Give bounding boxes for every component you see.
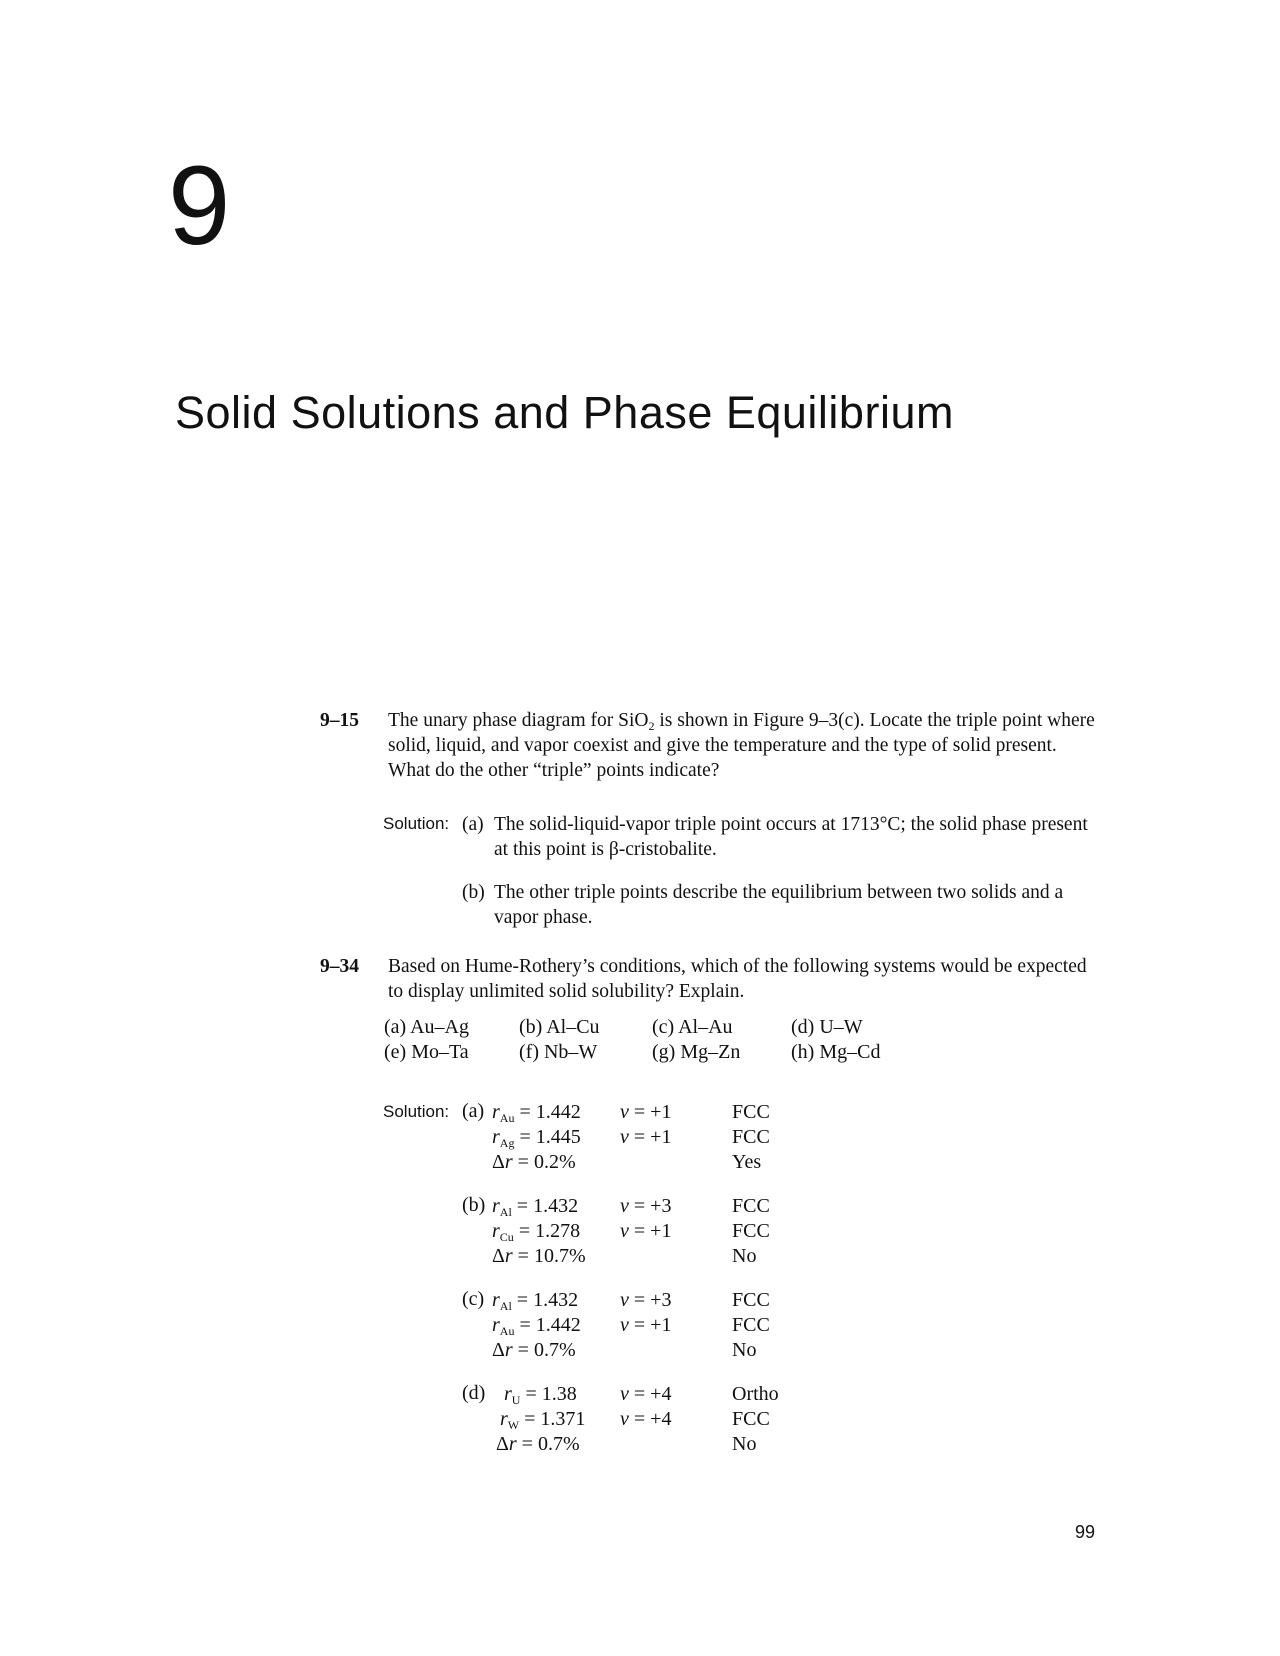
crystal-structure: Ortho — [732, 1383, 779, 1405]
valence-value: +3 — [650, 1289, 672, 1311]
option-item: (f) Nb–W — [519, 1041, 598, 1063]
valence-value: +4 — [650, 1408, 672, 1430]
radius-value: 1.371 — [540, 1408, 586, 1430]
crystal-structure: FCC — [732, 1408, 770, 1430]
problem-number: 9–15 — [320, 710, 359, 731]
valence-value: +4 — [650, 1383, 672, 1405]
option-item: (h) Mg–Cd — [791, 1041, 881, 1063]
chapter-title: Solid Solutions and Phase Equilibrium — [175, 387, 954, 438]
crystal-structure: FCC — [732, 1220, 770, 1242]
option-item: (d) U–W — [791, 1016, 863, 1038]
valence-value: +1 — [650, 1126, 672, 1148]
solution-item — [462, 880, 1094, 930]
valence-value: +1 — [650, 1220, 672, 1242]
element-symbol: Al — [499, 1205, 512, 1219]
chapter-number: 9 — [168, 143, 231, 268]
solution-label: Solution: — [383, 814, 450, 833]
element-symbol: Cu — [499, 1230, 514, 1244]
solution-text: The solid-liquid-vapor triple point occurs at 1713°C; the solid phase present at this point is β-cristobalite. — [494, 814, 1088, 860]
crystal-structure: FCC — [732, 1101, 770, 1123]
valence-value: +3 — [650, 1195, 672, 1217]
delta-value: 0.7% — [537, 1433, 580, 1455]
option-item: (e) Mo–Ta — [384, 1041, 469, 1063]
solubility-result: No — [732, 1245, 757, 1267]
element-symbol: W — [507, 1418, 520, 1432]
radius-value: 1.445 — [535, 1126, 581, 1148]
delta-value: 0.7% — [533, 1339, 576, 1361]
solubility-result: No — [732, 1433, 757, 1455]
element-symbol: Au — [499, 1111, 515, 1125]
solubility-result: Yes — [732, 1151, 762, 1173]
valence-value: +1 — [650, 1314, 672, 1336]
element-symbol: Ag — [499, 1136, 515, 1150]
radius-value: 1.278 — [535, 1220, 581, 1242]
solution-letter: (a) — [462, 814, 484, 835]
crystal-structure: FCC — [732, 1195, 770, 1217]
solution-letter: (b) — [462, 1194, 486, 1216]
crystal-structure: FCC — [732, 1126, 770, 1148]
element-symbol: U — [511, 1393, 521, 1407]
problem-text: The unary phase diagram for SiO$_2$ is shown in Figure 9–3(c). Locate the triple point where solid, liquid, and vapor coexist and give the temperature and the type of solid present. What do the other “triple” points indicate? — [388, 710, 1095, 781]
radius-value: 1.38 — [541, 1383, 577, 1405]
radius-value: 1.432 — [533, 1289, 579, 1311]
solution-letter: (b) — [462, 882, 485, 903]
problem-9-15 — [320, 708, 1100, 783]
solubility-result: No — [732, 1339, 757, 1361]
valence-value: +1 — [650, 1101, 672, 1123]
radius-value: 1.432 — [533, 1195, 579, 1217]
delta-value: 10.7% — [533, 1245, 586, 1267]
problem-9-34 — [320, 954, 1100, 1004]
option-item: (c) Al–Au — [652, 1016, 733, 1038]
radius-value: 1.442 — [535, 1314, 581, 1336]
radius-value: 1.442 — [535, 1101, 581, 1123]
solution-letter: (a) — [462, 1100, 485, 1122]
option-item: (b) Al–Cu — [519, 1016, 600, 1038]
option-item: (g) Mg–Zn — [652, 1041, 741, 1063]
problem-number: 9–34 — [320, 956, 359, 977]
solution-item — [462, 812, 1094, 862]
solution-text: The other triple points describe the equilibrium between two solids and a vapor phase. — [494, 882, 1064, 928]
problem-text: Based on Hume-Rothery’s conditions, which of the following systems would be expected to display unlimited solid solubility? Explain. — [388, 956, 1087, 1002]
element-symbol: Al — [499, 1299, 512, 1313]
crystal-structure: FCC — [732, 1314, 770, 1336]
element-symbol: Au — [499, 1324, 515, 1338]
delta-value: 0.2% — [533, 1151, 576, 1173]
solution-label: Solution: — [383, 1102, 450, 1121]
crystal-structure: FCC — [732, 1289, 770, 1311]
solution-letter: (c) — [462, 1288, 485, 1310]
solution-letter: (d) — [462, 1382, 486, 1404]
page-number: 99 — [1075, 1522, 1096, 1542]
option-item: (a) Au–Ag — [384, 1016, 469, 1038]
